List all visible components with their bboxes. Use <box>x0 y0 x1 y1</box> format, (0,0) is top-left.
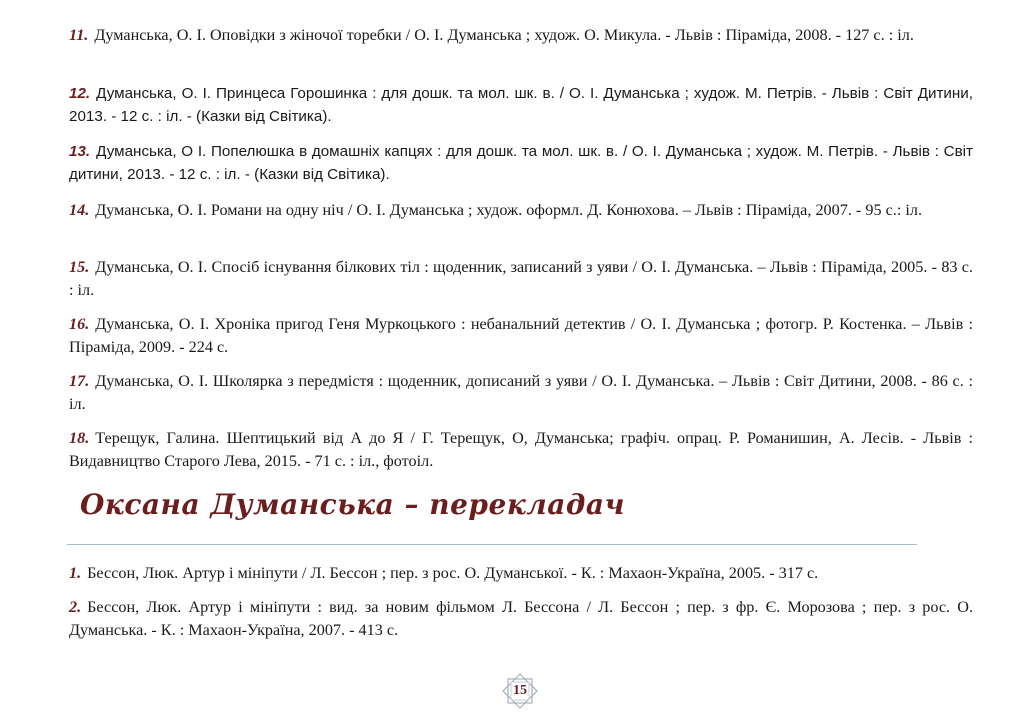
entry-number: 13. <box>69 143 91 160</box>
entry-number: 14. <box>69 201 90 219</box>
bibliography-entry-17 <box>69 370 973 416</box>
bibliography-entry-13 <box>69 140 973 186</box>
page-number-badge <box>501 672 539 710</box>
entry-text: Думанська, О. І. Принцеса Горошинка : для дошк. та мол. шк. в. / О. І. Думанська ; худож. М. Петрів. - Львів : Світ Дитини, 2013. - 12 с. : іл. - (Казки від Світика). <box>69 85 973 125</box>
page-number: 15 <box>513 683 527 698</box>
entry-number: 17. <box>69 372 90 390</box>
entry-number: 18. <box>69 429 90 447</box>
bibliography-entry-18 <box>69 427 973 473</box>
entry-text: Терещук, Галина. Шептицький від А до Я / Г. Терещук, О, Думанська; графіч. опрац. Р. Романишин, А. Лесів. - Львів : Видавництво Старого Лева, 2015. - 71 с. : іл., фотоіл. <box>69 429 973 470</box>
entry-text: Думанська, О. І. Романи на одну ніч / О. І. Думанська ; худож. оформл. Д. Конюхова. – Львів : Піраміда, 2007. - 95 с.: іл. <box>95 201 922 219</box>
entry-text: Бессон, Люк. Артур і мініпути / Л. Бессон ; пер. з рос. О. Думанської. - К. : Махаон-Україна, 2005. - 317 с. <box>87 564 819 582</box>
bibliography-entry-16 <box>69 313 973 359</box>
bibliography-entry-14 <box>69 199 973 222</box>
section-title: Оксана Думанська – перекладач <box>80 488 626 521</box>
section-divider <box>67 544 917 545</box>
entry-number: 11. <box>69 26 89 44</box>
entry-text: Думанська, О. І. Хроніка пригод Геня Муркоцького : небанальний детектив / О. І. Думанська ; фотогр. Р. Костенка. – Львів : Піраміда, 2009. - 224 с. <box>69 315 973 356</box>
entry-text: Думанська, О. І. Оповідки з жіночої торебки / О. І. Думанська ; худож. О. Микула. - Львів : Піраміда, 2008. - 127 с. : іл. <box>94 26 914 44</box>
bibliography-entry-11 <box>69 24 973 47</box>
bibliography-entry-15 <box>69 256 973 302</box>
translation-entry-2 <box>69 596 973 642</box>
entry-text: Бессон, Люк. Артур і мініпути : вид. за новим фільмом Л. Бессона / Л. Бессон ; пер. з фр. Є. Морозова ; пер. з рос. О. Думанська. - К. : Махаон-Україна, 2007. - 413 с. <box>69 598 973 639</box>
entry-text: Думанська, О І. Попелюшка в домашніх капцях : для дошк. та мол. шк. в. / О. І. Думанська ; худож. М. Петрів. - Львів : Світ дитини, 2013. - 12 с. : іл. - (Казки від Світика). <box>69 143 973 183</box>
entry-number: 15. <box>69 258 90 276</box>
entry-number: 16. <box>69 315 90 333</box>
entry-text: Думанська, О. І. Спосіб існування білкових тіл : щоденник, записаний з уяви / О. І. Думанська. – Львів : Піраміда, 2005. - 83 с. : іл. <box>69 258 973 299</box>
entry-number: 12. <box>69 85 91 102</box>
bibliography-entry-12 <box>69 82 973 128</box>
entry-number: 2. <box>69 598 82 616</box>
entry-number: 1. <box>69 564 82 582</box>
entry-text: Думанська, О. І. Школярка з передмістя : щоденник, дописаний з уяви / О. І. Думанська. – Львів : Світ Дитини, 2008. - 86 с. : іл. <box>69 372 973 413</box>
translation-entry-1 <box>69 562 973 585</box>
